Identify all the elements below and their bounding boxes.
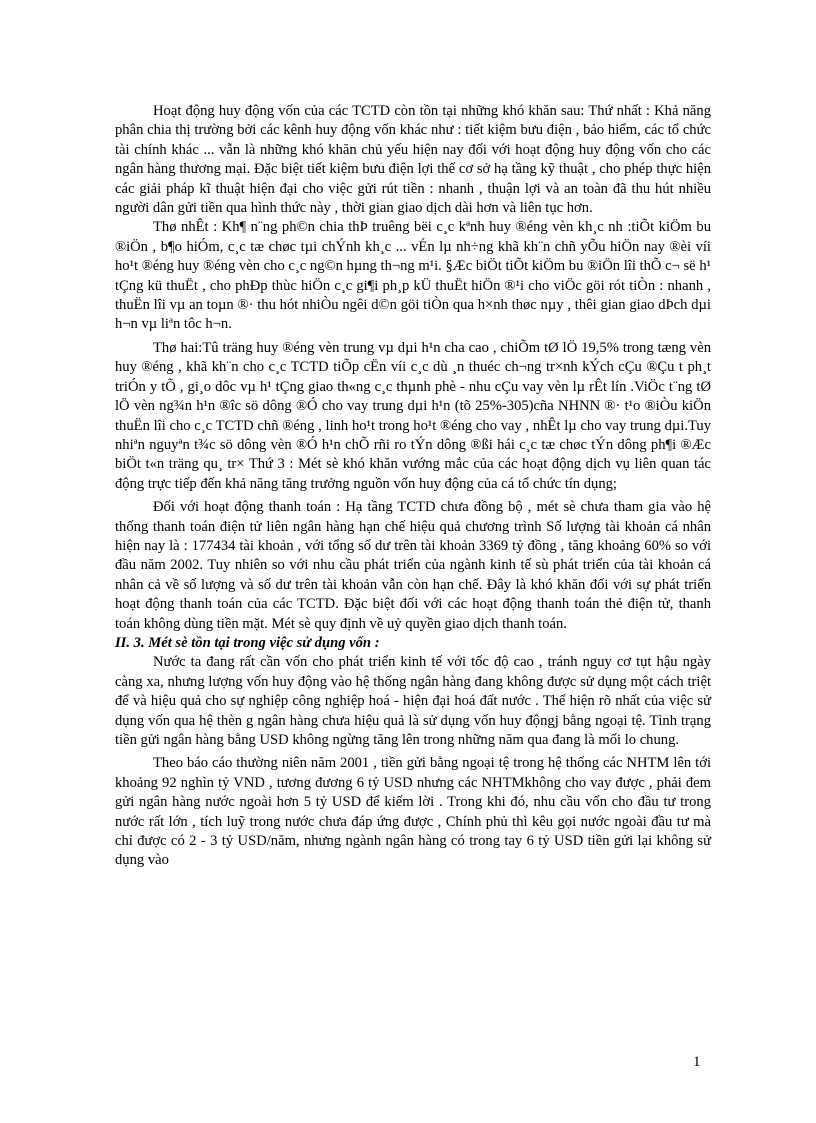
section-heading: II. 3. Mét sè tồn tại trong việc sử dụng vốn :: [115, 634, 380, 651]
paragraph-difficulties: Hoạt động huy động vốn của các TCTD còn tồn tại những khó khăn sau: Thứ nhất : Khả năng phân chia thị trường bởi các kênh huy động vốn khác như : tiết kiệm bưu điện , bảo hiểm, các tổ chức tài chính khác ... vẫn là những khó khăn chủ yếu hiện nay đối với hoạt động huy động vốn cho các ngân hàng thương mại. Đặc biệt tiết kiệm bưu điện lợi thế cơ sở hạ tầng kỹ thuật , cho phép thực hiện các giải pháp kĩ thuật hiện đại cho việc gửi rút tiền : nhanh , thuận lợi và an toàn đã thu hút nhiều người dân gửi tiền qua hình thức này , thời gian giao dịch dài hơn và liên tục hơn.: [115, 103, 711, 217]
paragraph-second-point-legacy-encoding: Thø hai:Tû träng huy ®éng vèn trung vµ dµi h¹n cha cao , chiÕm tØ lÖ 19,5% trong tæng vèn huy ®éng , khã kh¨n cho c¸c TCTD tiÕp cËn víi c¸c dù ¸n thuéc ch¬ng tr×nh kÝch cÇu ®Çu t ph¸t triÓn y tÕ , gi¸o dôc vµ h¹ tÇng giao th«ng c¸c thµnh phè - nhu cÇu vay vèn lµ rÊt lín .ViÖc t¨ng tØ lÖ vèn ng¾n h¹n ®îc sö dông ®Ó cho vay trung dµi h¹n (tõ 25%-305)cña NHNN ®· t¹o ®iÒu kiÖn thuËn lîi cho c¸c TCTD chñ ®éng , linh ho¹t trong ho¹t ®éng cho vay , nhÊt lµ cho vay trung dµi.Tuy nhiªn nguyªn t¾c sö dông vèn ®Ó h¹n chÕ rñi ro tÝn dông ®ßi hái c¸c tæ chøc tÝn dông ph¶i ®Æc biÖt t«n träng qu¸ tr× Thứ 3 : Mét sè khó khăn vướng mắc của các hoạt động dịch vụ liên quan tác động trực tiếp đến khả năng tăng trưởng nguồn vốn huy động của cá tổ chức tín dụng;: [115, 339, 711, 492]
paragraph-annual-report: Theo báo cáo thường niên năm 2001 , tiền gửi bằng ngoại tệ trong hệ thống các NHTM lên tới khoảng 92 nghìn tỷ VND , tương đương 6 tỷ USD nhưng các NHTMkhông cho vay được , phải đem gửi ngân hàng nước ngoài hơn 5 tỷ USD để kiếm lời . Trong khi đó, nhu cầu vốn cho đầu tư trong nước rất lớn , tích luỹ trong nước chưa đáp ứng được , Chính phủ thì kêu gọi nước ngoài đầu tư mà chỉ được có 2 - 3 tỷ USD/năm, nhưng ngành ngân hàng có trong tay 6 tỷ USD tiền gửi lại không sử dụng vào: [115, 755, 711, 869]
paragraph-first-point-legacy-encoding: Thø nhÊt : Kh¶ n¨ng ph©n chia thÞ truêng bëi c¸c kªnh huy ®éng vèn kh¸c nh :tiÕt kiÖm bu ®iÖn , b¶o hiÓm, c¸c tæ chøc tµi chÝnh kh¸c ... vÉn lµ nh÷ng khã kh¨n chñ yÕu hiÖn nay ®èi víi ho¹t ®éng huy ®éng vèn cho c¸c ng©n hµng th¬ng m¹i. §Æc biÖt tiÕt kiÖm bu ®iÖn lîi thÕ c¬ së h¹ tÇng kü thuËt , cho phÐp thùc hiÖn c¸c gi¶i ph¸p kÜ thuËt hiÖn ®¹i cho viÖc göi rót tiÒn : nhanh , thuËn lîi vµ an toµn ®· thu hót nhiÒu ngêi d©n göi tiÒn qua h×nh thøc nµy , thêi gian giao dÞch dµi h¬n vµ liªn tôc h¬n.: [115, 219, 711, 333]
paragraph-payments: Đối với hoạt động thanh toán : Hạ tầng TCTD chưa đồng bộ , mét sè chưa tham gia vào hệ thống thanh toán điện tử liên ngân hàng hạn chế hiệu quả chương trình Số lượng tài khoản cá nhân hiện nay là : 177434 tài khoản , với tổng số dư trên tài khoản 3369 tỷ đồng , tăng khoảng 60% so với đầu năm 2002. Tuy nhiên so với nhu cầu phát triển của ngành kinh tế sù phát triển của tài khoản cá nhân cả về số lượng và số dư trên tài khoản vẫn còn hạn chế. Đây là khó khăn đối với sự phát triển hoạt động thanh toán của các TCTD. Đặc biệt đối với các hoạt động thanh toán thẻ điện tử, thanh toán không dùng tiền mặt. Mét sè quy định về uỷ quyền giao dịch thanh toán.: [115, 499, 711, 632]
paragraph-capital-usage: Nước ta đang rất cần vốn cho phát triển kinh tế với tốc độ cao , tránh nguy cơ tụt hậu ngày càng xa, nhưng lượng vốn huy động vào hệ thống ngân hàng đang không được sử dụng một cách triệt để và hiệu quả cho sự nghiệp công nghiệp hoá - hiện đại hoá đất nước . Thể hiện rõ nhất của việc sử dụng vốn qua hệ thèn g ngân hàng chưa hiệu quả là sử dụng vốn huy độngj bằng ngoại tệ. Tình trạng tiền gửi ngân hàng bằng USD không ngừng tăng lên trong những năm qua đang là mối lo chung.: [115, 654, 711, 748]
page-number: 1: [693, 1054, 701, 1070]
document-body: [115, 102, 711, 871]
